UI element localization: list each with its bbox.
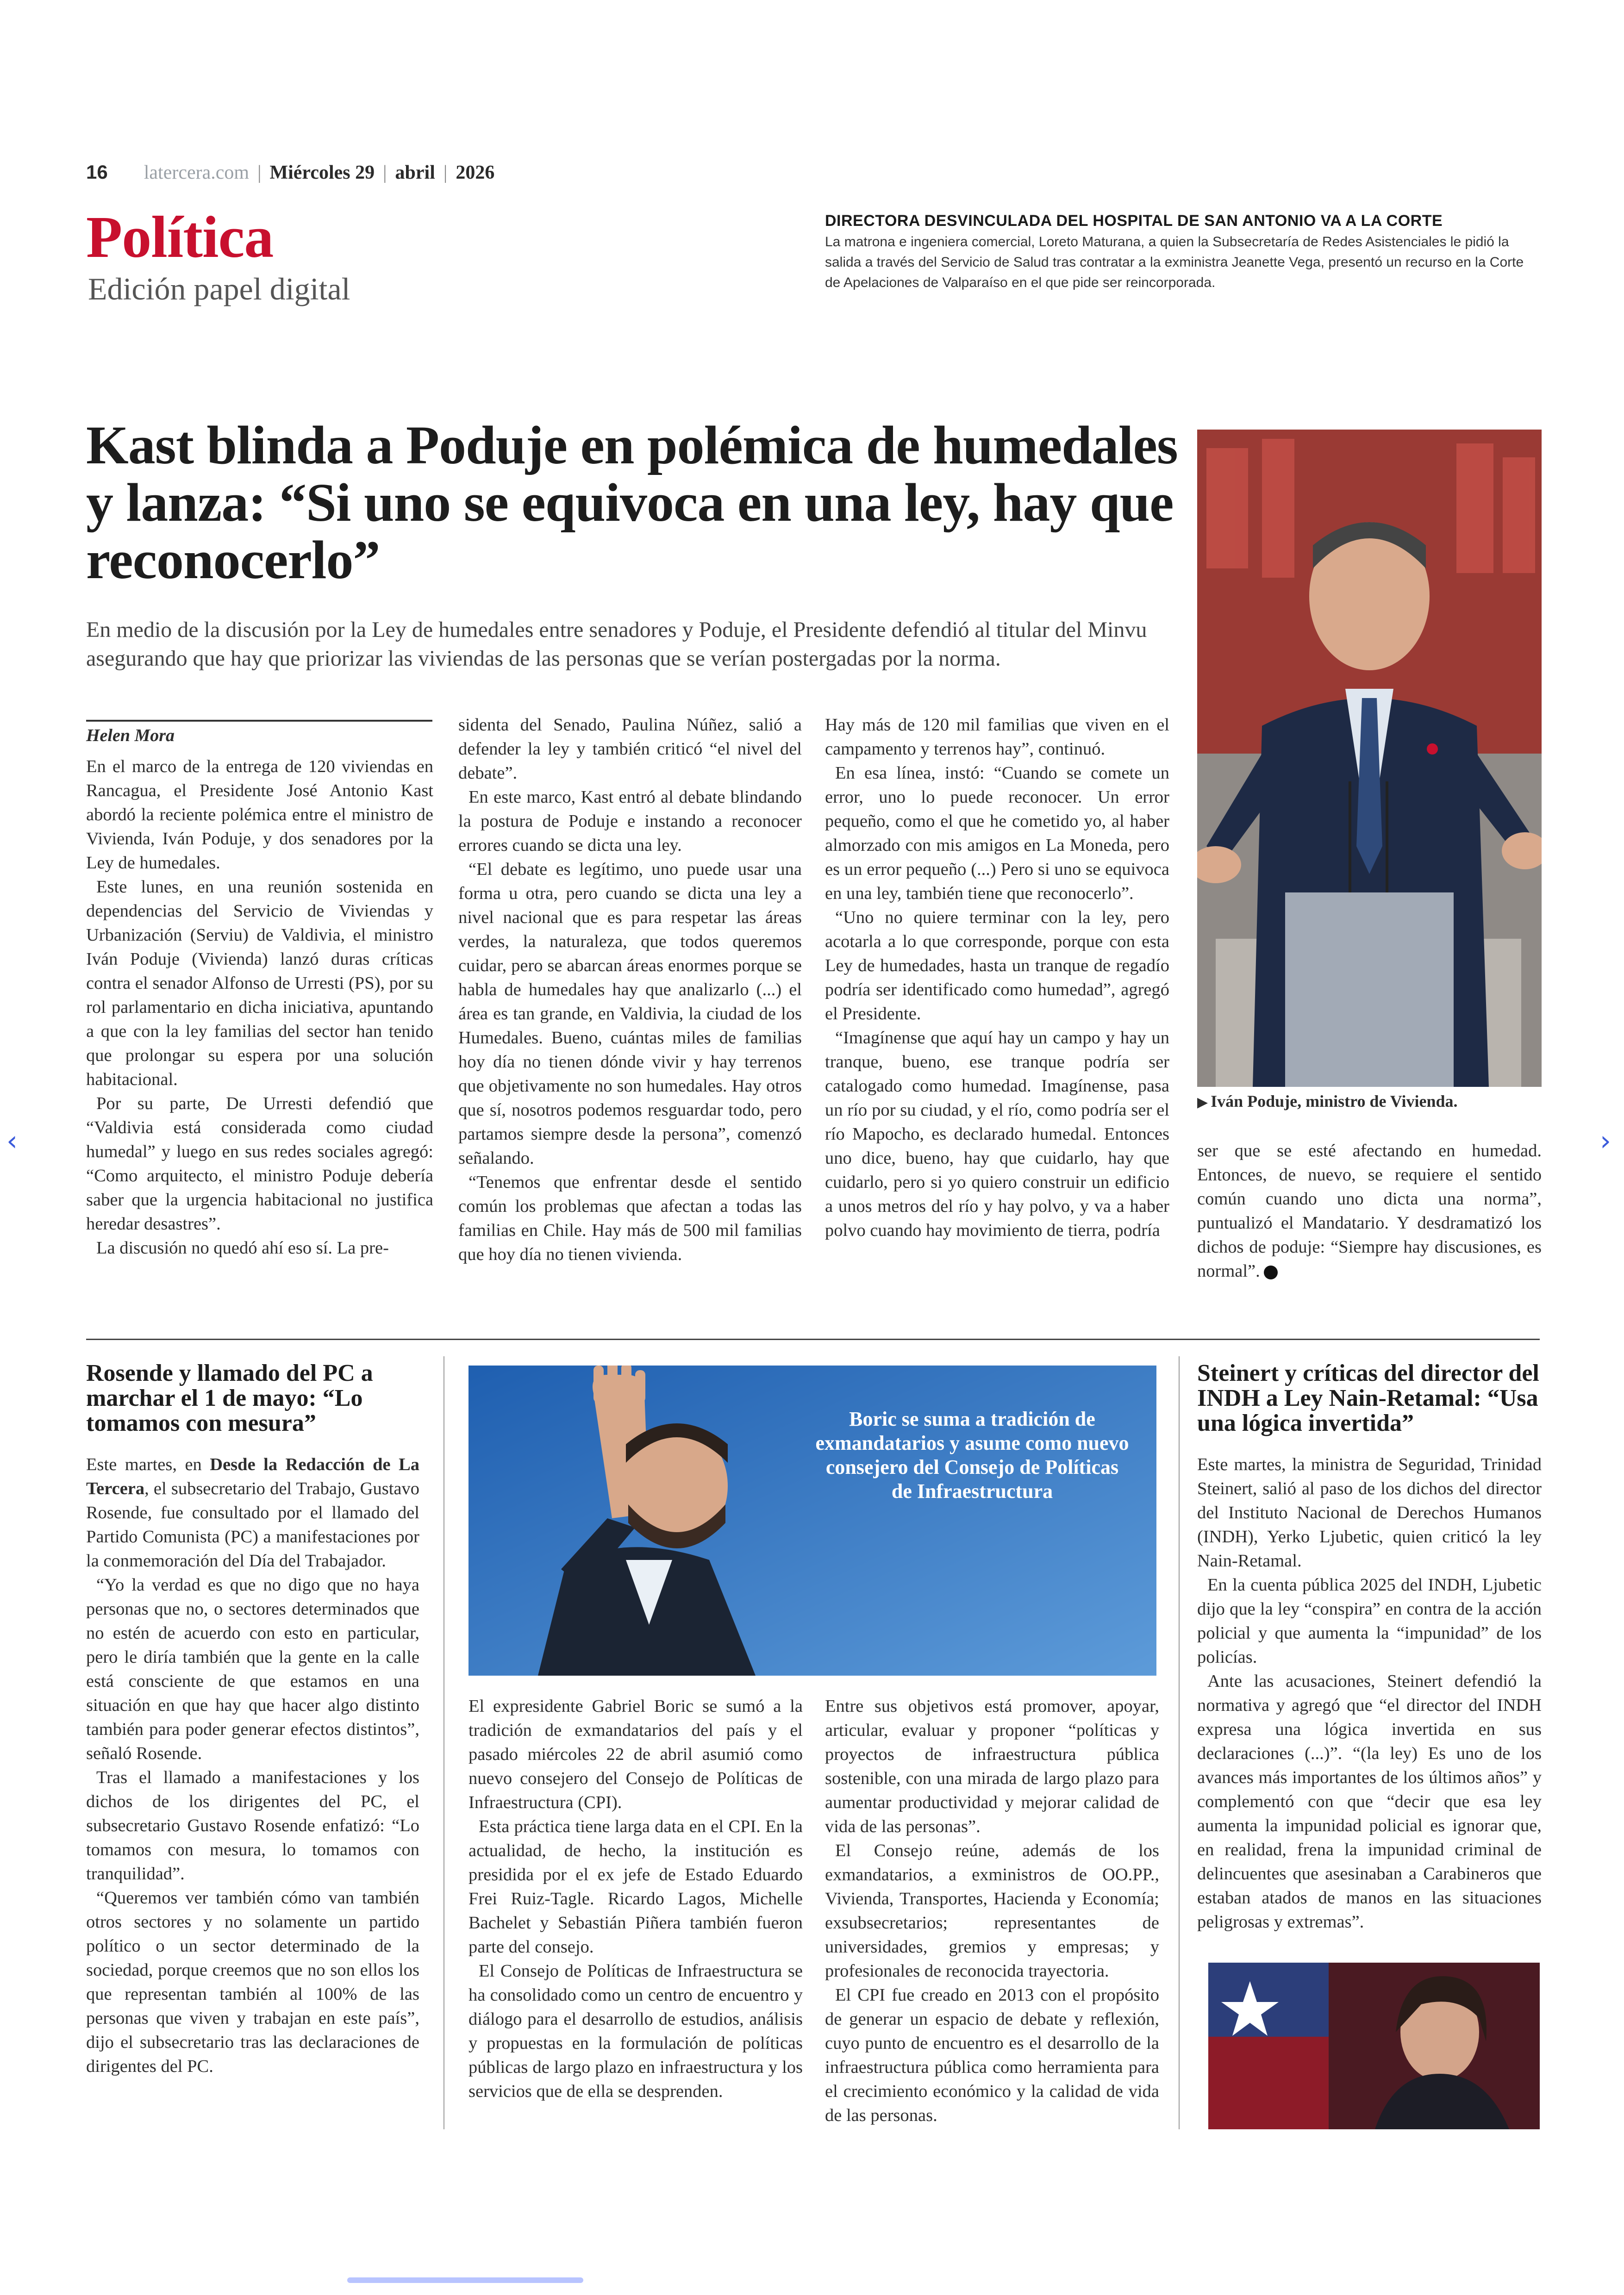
site-name: latercera.com [144, 162, 250, 183]
paragraph: Por su parte, De Urresti defendió que “Valdivia está considerada como ciudad humedal” y luego en sus redes sociales agregó: “Como arquitecto, el ministro Poduje debería saber que la urgencia habitacional no justifica heredar desastres”. [86, 1094, 433, 1234]
paragraph [1197, 1139, 1542, 1283]
page-number: 16 [86, 161, 108, 183]
poduje-photo-illustration [1197, 430, 1542, 1087]
brief-headline: DIRECTORA DESVINCULADA DEL HOSPITAL DE SAN ANTONIO VA A LA CORTE [825, 212, 1443, 230]
poduje-photo [1197, 430, 1542, 1087]
column-rule [1179, 1356, 1180, 2129]
paragraph: El Consejo reúne, además de los exmandatarios, a exministros de OO.PP., Vivienda, Transportes, Hacienda y Economía; exsubsecretarios; representantes de universidades, gremios y empresas; y profesionales de reconocida trayectoria. [825, 1841, 1159, 1981]
main-deck: En medio de la discusión por la Ley de humedales entre senadores y Poduje, el Presidente defendió al titular del Minvu asegurando que hay que priorizar las viviendas de las personas que se verían postergadas por la norma. [86, 617, 1147, 671]
paragraph: Tras el llamado a manifestaciones y los dichos de los dirigentes del PC, el subsecretario Gustavo Rosende enfatizó: “Lo tomamos con mesura, lo tomamos con tranquilidad”. [86, 1768, 419, 1883]
rosende-body [86, 1453, 419, 2078]
steinert-headline: Steinert y críticas del director del INDH a Ley Nain-Retamal: “Usa una lógica invertida” [1197, 1360, 1539, 1436]
steinert-photo-illustration [1208, 1963, 1540, 2129]
paragraph: Esta práctica tiene larga data en el CPI. En la actualidad, de hecho, la institución es presidida por el ex jefe de Estado Eduardo Frei Ruiz-Tagle. Ricardo Lagos, Michelle Bachelet y Sebastián Piñera también fueron parte del consejo. [468, 1817, 803, 1957]
paragraph: “Imagínense que aquí hay un campo y hay un tranque, bueno, ese tranque podría ser catalogado como humedad. Imagínense, pasa un río por su ciudad, y el río, como podría ser el río Mapocho, es declarado humedal. Entonces uno dice, bueno, hay que cuidarlo, hay que cuidarlo, pero si yo quiero construir un edificio a unos metros del río y hay polvo, y va a haber polvo cuando hay movimiento de tierra, podría [825, 1028, 1169, 1240]
boric-headline: Boric se suma a tradición de exmandatarios y asume como nuevo consejero del Consejo de Políticas de Infraestructura [815, 1408, 1129, 1503]
byline: Helen Mora [86, 720, 432, 746]
boric-column-1 [468, 1694, 803, 2103]
separator: | [383, 162, 387, 183]
paragraph: El CPI fue creado en 2013 con el propósito de generar un espacio de debate y reflexión, cuyo punto de encuentro es el desarrollo de la infraestructura pública como herramienta para el crecimiento económico y la calidad de vida de las personas. [825, 1985, 1159, 2125]
paragraph: Hay más de 120 mil familias que viven en el campamento y terrenos hay”, continuó. [825, 715, 1169, 759]
paragraph: “Uno no quiere terminar con la ley, pero acotarla a lo que corresponde, porque con esta Ley de humedades, hasta un tranque de regadío podría ser identificado como humedad”, agregó el Presidente. [825, 908, 1169, 1023]
paragraph: “Tenemos que enfrentar desde el sentido común los problemas que afectan a todas las familias en Chile. Hay más de 500 mil familias que hoy día no tienen vivienda. [458, 1172, 802, 1264]
previous-page-icon[interactable]: ‹ [6, 1125, 18, 1157]
caption-arrow-icon: ▶ [1197, 1095, 1208, 1110]
paragraph [86, 1453, 419, 1573]
steinert-body [1197, 1453, 1542, 1934]
paragraph: Entre sus objetivos está promover, apoyar, articular, evaluar y proponer “políticas y proyectos de infraestructura pública sostenible, con una mirada de largo plazo para aumentar productividad y mejorar calidad de vida de las personas”. [825, 1696, 1159, 1836]
section-title: Política [86, 204, 274, 270]
paragraph: La discusión no quedó ahí eso sí. La pre- [96, 1238, 389, 1258]
main-column-4 [1197, 1139, 1542, 1283]
horizontal-scrollbar[interactable] [347, 2277, 583, 2283]
rosende-headline: Rosende y llamado del PC a marchar el 1 de mayo: “Lo tomamos con mesura” [86, 1360, 373, 1436]
date-day: Miércoles 29 [269, 162, 375, 183]
boric-column-2 [825, 1694, 1159, 2127]
brief-body: La matrona e ingeniera comercial, Loreto Maturana, a quien la Subsecretaría de Redes Asistenciales le pidió la salida a través del Servicio de Salud tras contratar a la exministra Jeanette Vega, presentó un recurso en la Corte de Apelaciones de Valparaíso en el que pide ser reincorporada. [825, 234, 1524, 290]
paragraph: Este martes, la ministra de Seguridad, Trinidad Steinert, salió al paso de los dichos del director del Instituto Nacional de Derechos Humanos (INDH), Yerko Ljubetic, quien criticó la ley Nain-Retamal. [1197, 1455, 1542, 1571]
paragraph: “Queremos ver también cómo van también otros sectores y no solamente un partido político o un sector determinado de la sociedad, porque creemos que no son ellos los que representan también al 100% de las personas que viven y trabajan en este país”, dijo el subsecretario tras las declaraciones de dirigentes del PC. [86, 1888, 419, 2076]
page-header-line [86, 161, 494, 184]
steinert-photo [1208, 1963, 1540, 2129]
main-column-2 [458, 713, 802, 1266]
paragraph: “El debate es legítimo, uno puede usar una forma u otra, pero cuando se dicta una ley a nivel nacional que es para respetar las áreas verdes, la naturaleza, que todos queremos cuidar, pero se abarcan áreas enormes porque se habla de humedales hay que analizarlo (...) el área es tan grande, en Valdivia, la ciudad de los Humedales. Bueno, cuántas miles de familias hoy día no tienen dónde vivir y hay terrenos que objetivamente no son humedales. Hay otros que sí, nosotros podemos resguardar todo, pero partamos siempre desde la persona”, comenzó señalando. [458, 860, 802, 1168]
column-rule [443, 1356, 444, 2129]
paragraph: En este marco, Kast entró al debate blindando la postura de Poduje e instando a reconocer errores cuando se dicta una ley. [458, 787, 802, 855]
separator: | [257, 162, 262, 183]
paragraph: En esa línea, instó: “Cuando se comete un error, uno lo puede reconocer. Un error pequeño, como el que he cometido yo, al haber almorzado con mis amigos en La Moneda, pero es un error pequeño (...) Pero si uno se equivoca en una ley, también tiene que reconocerlo”. [825, 763, 1169, 903]
program-name: Desde la Redacción de La Tercera [86, 1455, 419, 1498]
section-divider [86, 1339, 1540, 1340]
main-column-3 [825, 713, 1169, 1242]
main-headline: Kast blinda a Poduje en polémica de humedales y lanza: “Si uno se equivoca en una ley, hay que reconocerlo” [86, 415, 1178, 590]
paragraph: El expresidente Gabriel Boric se sumó a la tradición de exmandatarios del país y el pasado miércoles 22 de abril asumió como nuevo consejero del Consejo de Políticas de Infraestructura (CPI). [468, 1696, 803, 1812]
brief-news [825, 212, 1539, 293]
paragraph: Este lunes, en una reunión sostenida en dependencias del Servicio de Viviendas y Urbanización (Serviu) de Valdivia, el ministro Iván Poduje (Vivienda) lanzó duras críticas contra el senador Alfonso de Urresti (PS), por su rol parlamentario en dicha iniciativa, apuntando a que con la ley familias del sector han tenido que prolongar su espera por una solución habitacional. [86, 877, 433, 1089]
paragraph: sidenta del Senado, Paulina Núñez, salió a defender la ley y también criticó “el nivel del debate”. [458, 715, 802, 783]
edition-label: Edición papel digital [88, 271, 350, 306]
date-year: 2026 [456, 162, 495, 183]
paragraph: En el marco de la entrega de 120 viviendas en Rancagua, el Presidente José Antonio Kast abordó la reciente polémica entre el ministro de Vivienda, Iván Poduje, y dos senadores por la Ley de humedales. [86, 757, 433, 873]
date-month: abril [395, 162, 435, 183]
text: Este martes, en [86, 1455, 210, 1474]
next-page-icon[interactable]: › [1600, 1125, 1611, 1157]
photo-caption-text: Iván Poduje, ministro de Vivienda. [1211, 1092, 1458, 1110]
end-mark-icon [1264, 1266, 1278, 1279]
paragraph-text: ser que se esté afectando en humedad. Entonces, de nuevo, se requiere el sentido común cuando uno dicta una norma”, puntualizó el Mandatario. Y desdramatizó los dichos de poduje: “Siempre hay discusiones, es normal”. [1197, 1141, 1542, 1281]
paragraph: El Consejo de Políticas de Infraestructura se ha consolidado como un centro de encuentro y diálogo para el desarrollo de estudios, análisis y propuestas en la formulación de políticas públicas de largo plazo en infraestructura y los servicios que de ella se desprenden. [468, 1961, 803, 2101]
paragraph: Ante las acusaciones, Steinert defendió la normativa y agregó que “el director del INDH expresa una lógica invertida en sus declaraciones (...)”. “(la ley) Es uno de los avances más importantes de los últimos años” y complementó con que “decir que esa ley aumenta la impunidad policial es ignorar que, en realidad, frena la impunidad criminal de delincuentes que asesinaban a Carabineros que estaban atados de manos en las situaciones peligrosas y extremas”. [1197, 1671, 1542, 1932]
paragraph: “Yo la verdad es que no digo que no haya personas que no, o sectores determinados que no estén de acuerdo con esto en particular, pero le diría también que la gente en la calle está consciente de que estamos en una situación en que hay que hacer algo distinto también para poder generar efectos distintos”, señaló Rosende. [86, 1575, 419, 1763]
main-column-1 [86, 755, 433, 1260]
text: , el subsecretario del Trabajo, Gustavo Rosende, fue consultado por el llamado del Partido Comunista (PC) a manifestaciones por la conmemoración del Día del Trabajador. [86, 1479, 419, 1571]
photo-caption [1197, 1091, 1542, 1111]
separator: | [443, 162, 448, 183]
paragraph: En la cuenta pública 2025 del INDH, Ljubetic dijo que la ley “conspira” en contra de la acción policial y que aumenta la “impunidad” de los policías. [1197, 1575, 1542, 1667]
